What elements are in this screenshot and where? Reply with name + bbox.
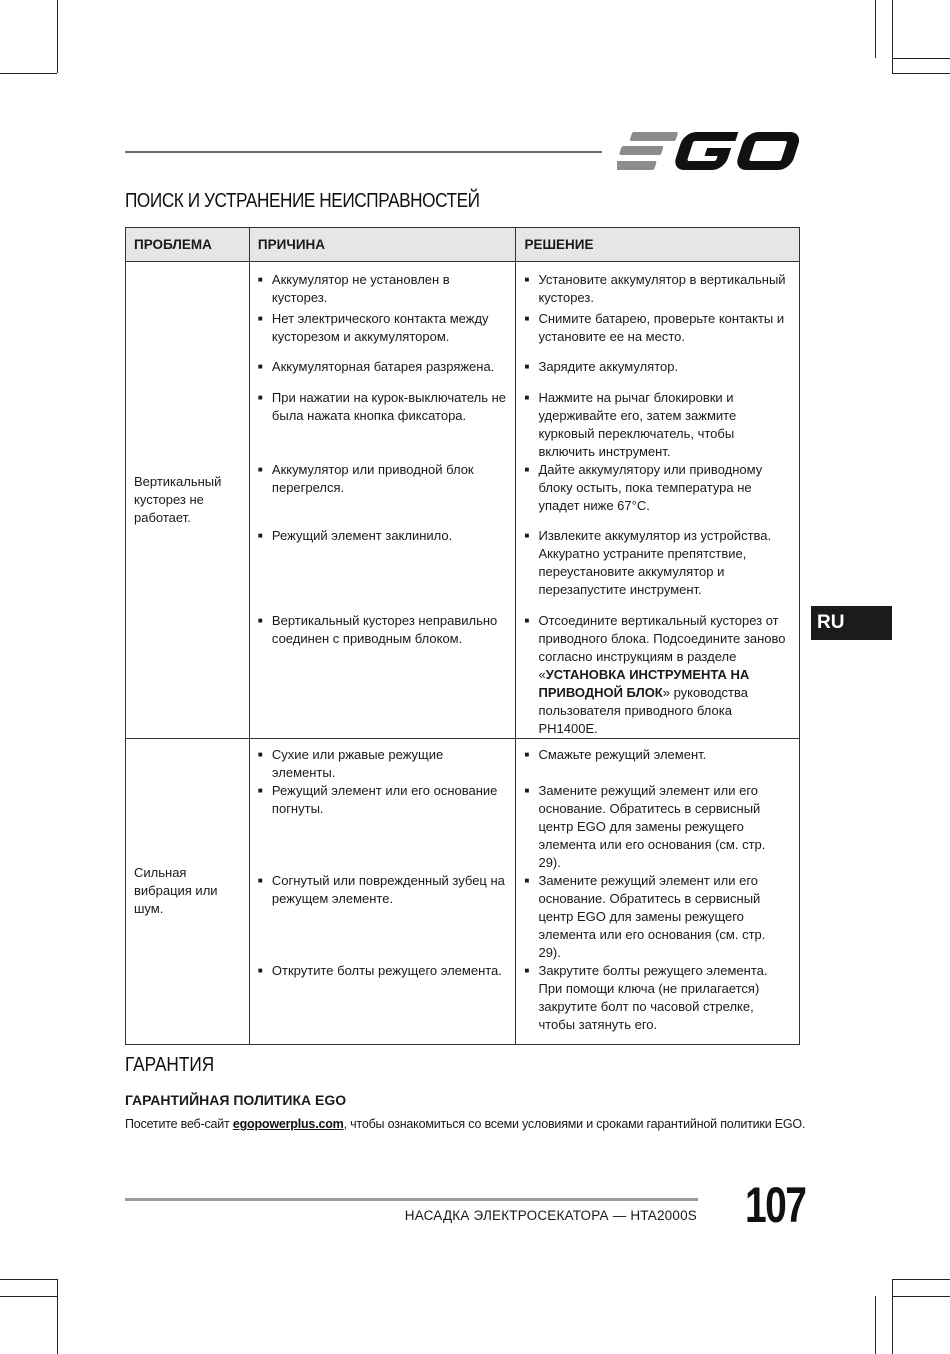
warranty-title: ГАРАНТИЯ (125, 1054, 215, 1076)
bullet-icon: ■ (257, 615, 263, 625)
cause-cell: ■ Аккумулятор не установлен в кусторез. (249, 262, 516, 310)
cause-cell: ■ Нет электрического контакта между кусторезом и аккумулятором. (249, 310, 516, 358)
solution-cell: ■ Замените режущий элемент или его основание. Обратитесь в сервисный центр EGO для замены режущего элемента или его основания (см. стр. 29). (516, 782, 800, 872)
crop-mark (892, 73, 950, 74)
website-link[interactable]: egopowerplus.com (232, 1117, 344, 1131)
cause-cell: ■ Вертикальный кусторез неправильно соединен с приводным блоком. (249, 612, 516, 739)
crop-mark (57, 1279, 58, 1354)
bullet-icon: ■ (257, 275, 263, 284)
bullet-icon: ■ (524, 749, 530, 759)
crop-mark (0, 1279, 57, 1280)
solution-cell: ■ Нажмите на рычаг блокировки и удерживайте его, затем зажмите курковый переключатель, чтобы включить инструмент. (516, 389, 800, 461)
bullet-icon: ■ (524, 313, 530, 323)
section-title: ПОИСК И УСТРАНЕНИЕ НЕИСПРАВНОСТЕЙ (125, 190, 480, 212)
cause-cell: ■ Аккумулятор или приводной блок перегрелся. (249, 461, 516, 527)
bullet-icon: ■ (524, 530, 530, 540)
crop-mark (892, 1279, 893, 1354)
crop-mark (875, 1296, 876, 1354)
bullet-icon: ■ (257, 875, 263, 885)
header-problem: ПРОБЛЕМА (126, 228, 250, 262)
solution-cell: ■ Замените режущий элемент или его основание. Обратитесь в сервисный центр EGO для замены режущего элемента или его основания (см. стр. 29). (516, 872, 800, 962)
section-reference: УСТАНОВКА ИНСТРУМЕНТА НА ПРИВОДНОЙ БЛОК (538, 666, 750, 700)
crop-mark (892, 1296, 950, 1297)
header-rule (125, 151, 602, 153)
footer-product-name: НАСАДКА ЭЛЕКТРОСЕКАТОРА — HTA2000S (404, 1208, 697, 1223)
warranty-text: Посетите веб-сайт egopowerplus.com, чтобы ознакомиться со всеми условиями и сроками гарантийной политики EGO. (125, 1117, 806, 1131)
language-tab: RU (811, 606, 892, 640)
crop-mark (892, 0, 893, 73)
solution-cell: ■ Отсоедините вертикальный кусторез от приводного блока. Подсоедините заново согласно инструкциям в разделе «УСТАНОВКА ИНСТРУМЕНТА НА ПРИВОДНОЙ БЛОК» руководства пользователя приводного блока PH1400E. (516, 612, 800, 739)
cause-cell: ■ Аккумуляторная батарея разряжена. (249, 358, 516, 389)
solution-cell: ■ Установите аккумулятор в вертикальный кусторез. (516, 262, 800, 310)
solution-cell: ■ Смажьте режущий элемент. (516, 738, 800, 782)
crop-mark (875, 0, 876, 58)
cause-cell: ■ Режущий элемент заклинило. (249, 527, 516, 612)
bullet-icon: ■ (524, 361, 530, 371)
solution-cell: ■ Закрутите болты режущего элемента. При помощи ключа (не прилагается) закрутите болт по часовой стрелке, чтобы затянуть его. (516, 962, 800, 1045)
bullet-icon: ■ (524, 965, 530, 975)
bullet-icon: ■ (257, 965, 263, 975)
bullet-icon: ■ (257, 530, 263, 540)
crop-mark (57, 0, 58, 73)
bullet-icon: ■ (524, 392, 530, 402)
cause-cell: ■ При нажатии на курок-выключатель не была нажата кнопка фиксатора. (249, 389, 516, 461)
crop-mark (0, 73, 57, 74)
bullet-icon: ■ (524, 275, 530, 284)
bullet-icon: ■ (524, 785, 530, 795)
footer-rule (125, 1198, 698, 1201)
troubleshooting-table (125, 227, 800, 1045)
ego-logo (617, 130, 799, 172)
solution-cell: ■ Дайте аккумулятору или приводному блоку остыть, пока температура не упадет ниже 67°C. (516, 461, 800, 527)
solution-cell: ■ Зарядите аккумулятор. (516, 358, 800, 389)
crop-mark (892, 1279, 950, 1280)
bullet-icon: ■ (257, 785, 263, 795)
problem-cell: Вертикальный кусторез не работает. (126, 262, 250, 739)
bullet-icon: ■ (524, 875, 530, 885)
crop-mark (892, 58, 950, 59)
cause-cell: ■ Сухие или ржавые режущие элементы. (249, 738, 516, 782)
solution-cell: ■ Снимите батарею, проверьте контакты и установите ее на место. (516, 310, 800, 358)
crop-mark (0, 1296, 57, 1297)
bullet-icon: ■ (257, 361, 263, 371)
page-number: 107 (745, 1177, 806, 1233)
bullet-icon: ■ (257, 749, 263, 759)
problem-cell: Сильная вибрация или шум. (126, 738, 250, 1045)
table-row (126, 262, 800, 310)
cause-cell: ■ Согнутый или поврежденный зубец на режущем элементе. (249, 872, 516, 962)
cause-cell: ■ Режущий элемент или его основание погнуты. (249, 782, 516, 872)
table-header-row (126, 228, 800, 262)
warranty-subtitle: ГАРАНТИЙНАЯ ПОЛИТИКА EGO (125, 1092, 347, 1108)
bullet-icon: ■ (257, 464, 263, 474)
bullet-icon: ■ (524, 464, 530, 474)
bullet-icon: ■ (257, 313, 263, 323)
cause-cell: ■ Открутите болты режущего элемента. (249, 962, 516, 1045)
solution-cell: ■ Извлеките аккумулятор из устройства. Аккуратно устраните препятствие, переустановите аккумулятор и перезапустите инструмент. (516, 527, 800, 612)
table-row (126, 738, 800, 782)
bullet-icon: ■ (257, 392, 263, 402)
header-solution: РЕШЕНИЕ (516, 228, 800, 262)
header-cause: ПРИЧИНА (249, 228, 516, 262)
bullet-icon: ■ (524, 615, 530, 625)
